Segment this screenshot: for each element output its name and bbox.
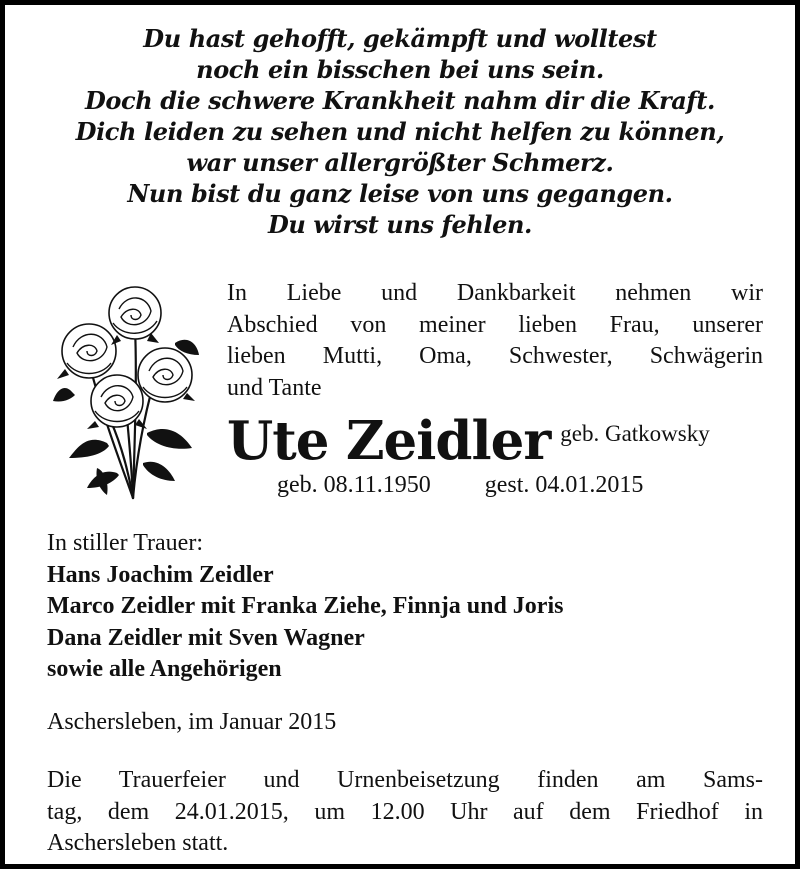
funeral-line: tag, dem 24.01.2015, um 12.00 Uhr auf dem Friedhof in	[47, 798, 763, 825]
mourner-name: sowie alle Angehörigen	[47, 656, 282, 682]
funeral-info	[47, 765, 763, 860]
deceased-birth-name: geb. Gatkowsky	[560, 421, 710, 446]
poem-line: noch ein bisschen bei uns sein.	[196, 55, 604, 84]
deceased-name: Ute Zeidler	[227, 410, 551, 472]
mourner-name: Dana Zeidler mit Sven Wagner	[47, 624, 365, 651]
poem-line: war unser allergrößter Schmerz.	[186, 148, 614, 177]
intro-line: Abschied von meiner lieben Frau, unserer	[227, 311, 763, 338]
birth-date: geb. 08.11.1950	[277, 472, 431, 498]
poem-line: Dich leiden zu sehen und nicht helfen zu können,	[75, 117, 725, 146]
mourners-block	[47, 528, 747, 686]
poem-line: Du hast gehofft, gekämpft und wolltest	[143, 24, 657, 53]
poem	[15, 23, 785, 240]
life-dates	[277, 472, 643, 499]
poem-line: Doch die schwere Krankheit nahm dir die Kraft.	[85, 86, 715, 115]
intro-line: lieben Mutti, Oma, Schwester, Schwägerin	[227, 343, 763, 369]
death-date: gest. 04.01.2015	[484, 472, 644, 498]
funeral-line: Aschersleben statt.	[47, 830, 229, 856]
intro-text	[227, 278, 763, 404]
mourner-name: Hans Joachim Zeidler	[47, 561, 274, 588]
place-date: Aschersleben, im Januar 2015	[47, 709, 337, 735]
poem-line: Du wirst uns fehlen.	[268, 210, 532, 239]
roses-illustration-icon	[47, 283, 202, 505]
poem-line: Nun bist du ganz leise von uns gegangen.	[127, 179, 673, 208]
mourners-heading: In stiller Trauer:	[47, 530, 203, 556]
mourner-name: Marco Zeidler mit Franka Ziehe, Finnja und Joris	[47, 593, 564, 619]
funeral-line: Die Trauerfeier und Urnenbeisetzung finden am Sams-	[47, 767, 763, 793]
intro-line: und Tante	[227, 374, 322, 401]
intro-line: In Liebe und Dankbarkeit nehmen wir	[227, 280, 763, 306]
deceased-name-row	[227, 410, 767, 472]
